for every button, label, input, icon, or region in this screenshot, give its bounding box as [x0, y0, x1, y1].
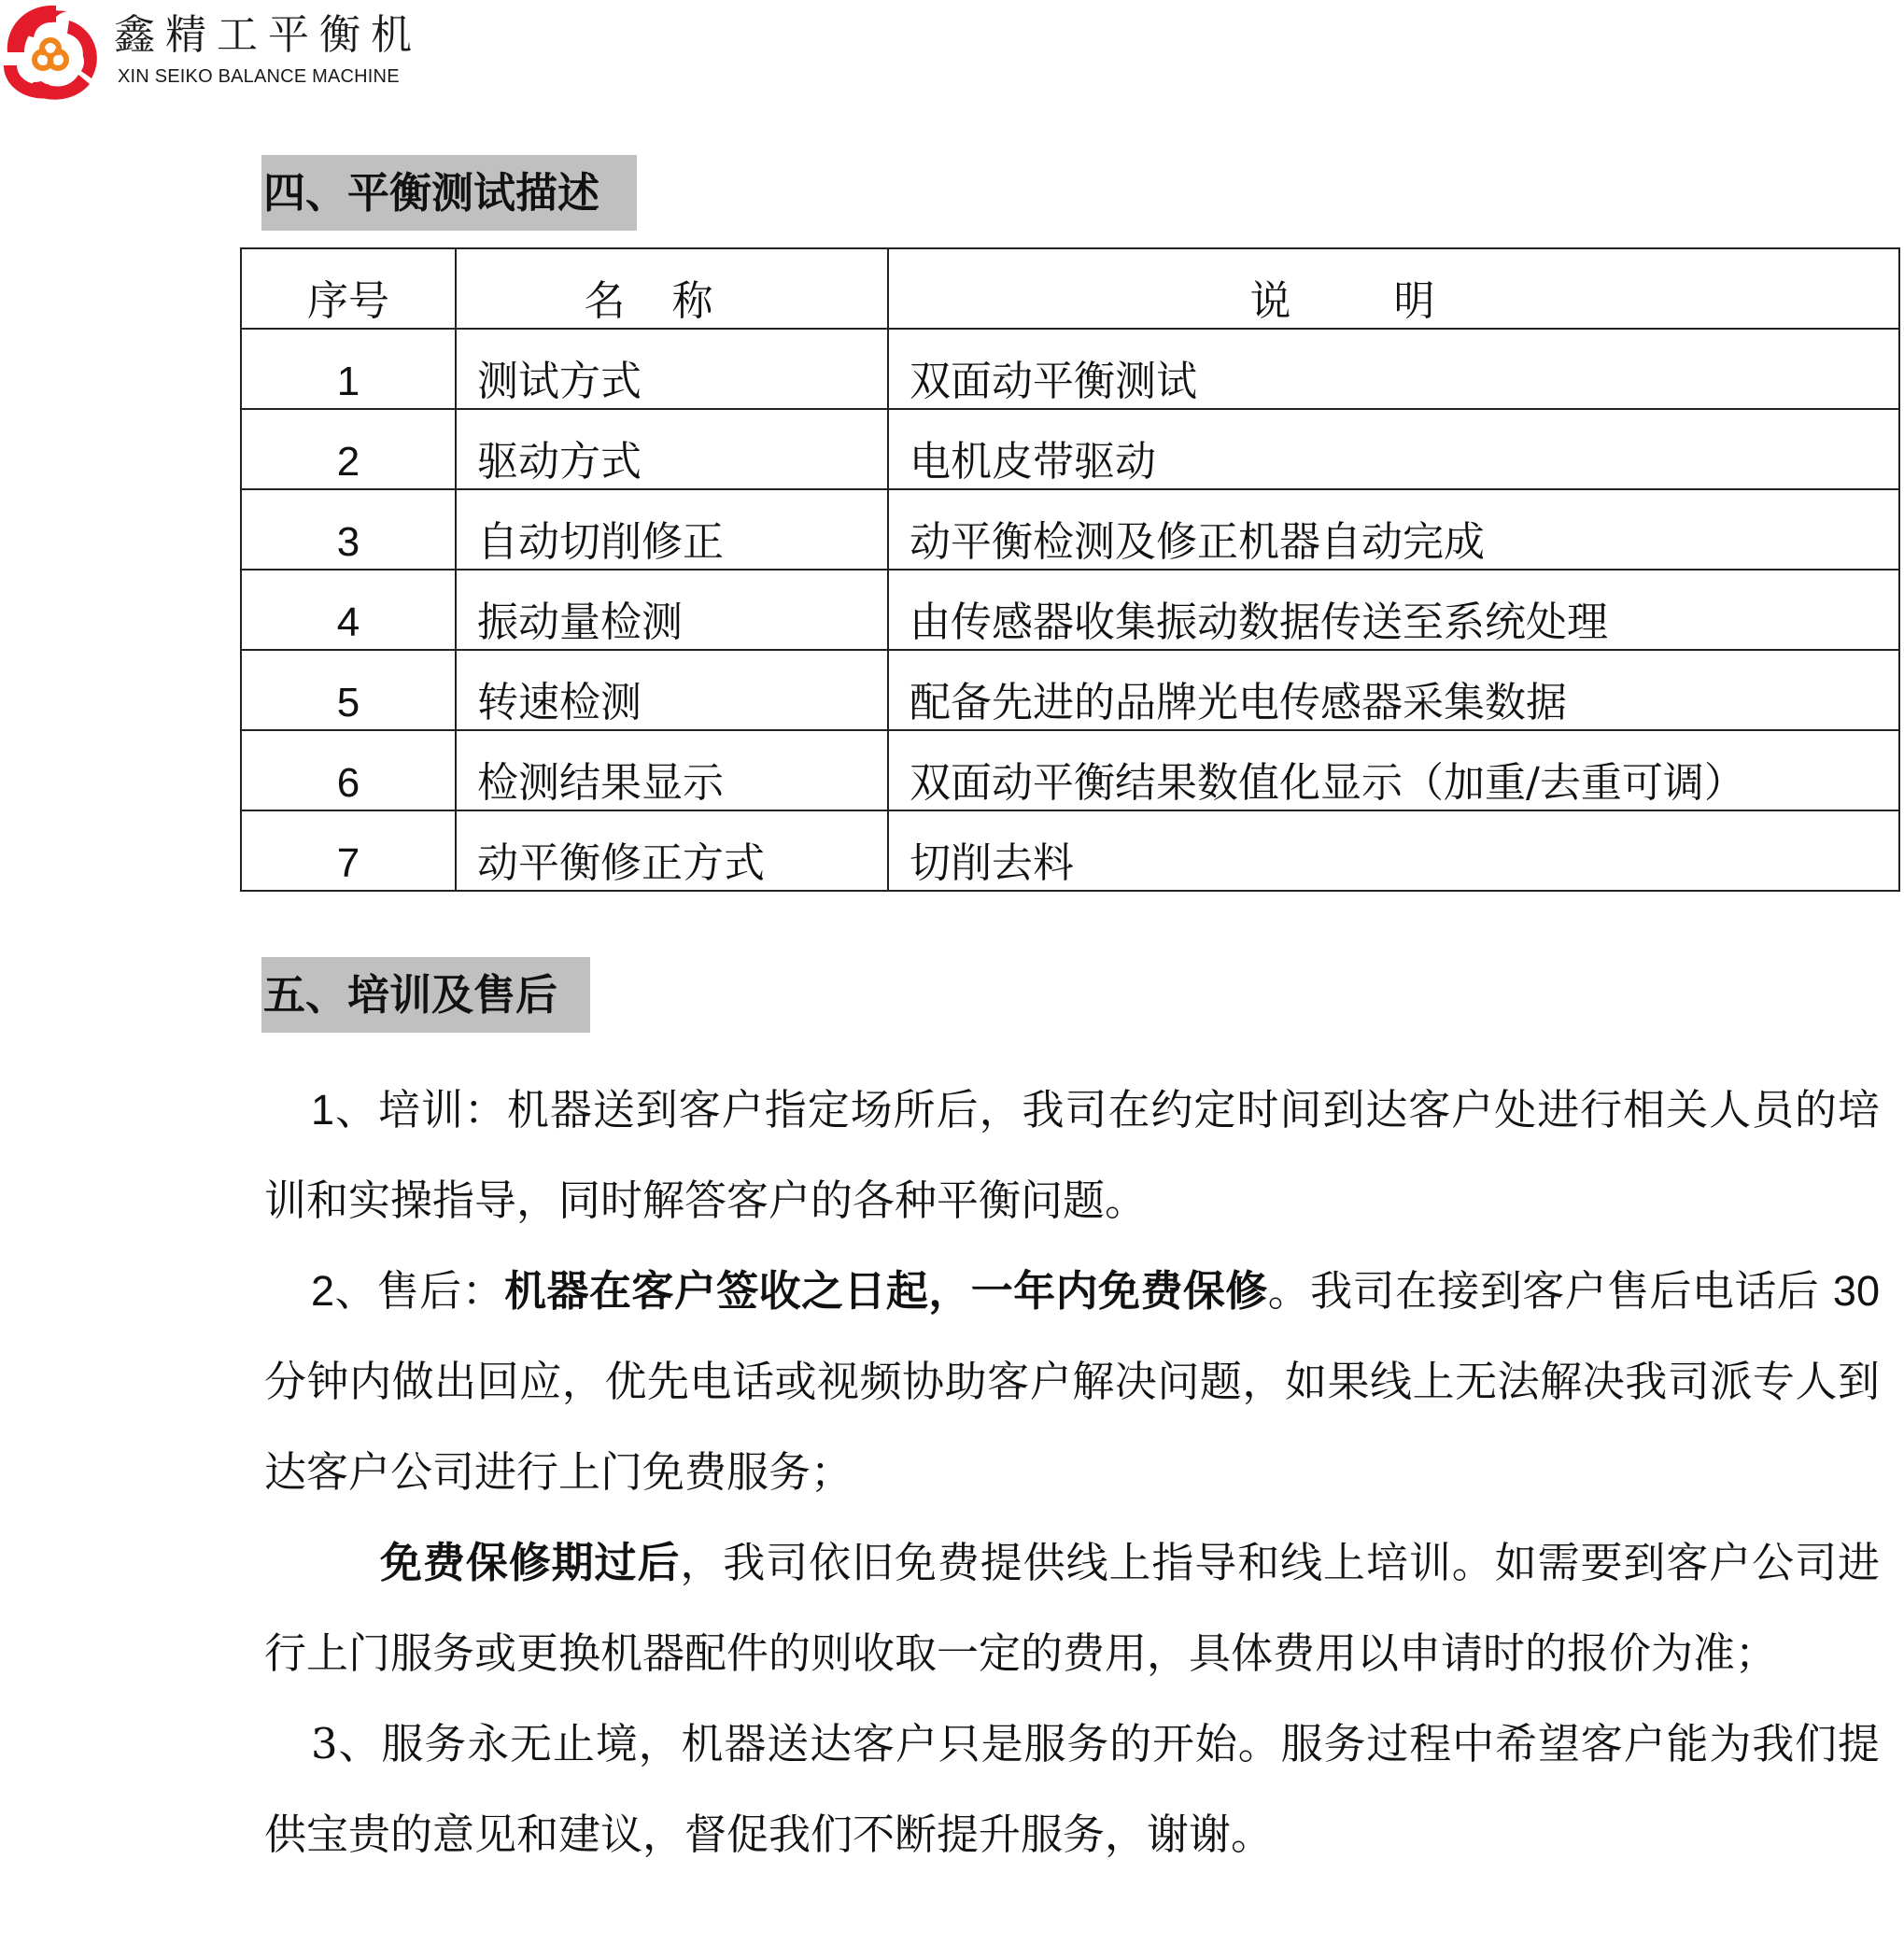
row-desc: 动平衡检测及修正机器自动完成: [888, 489, 1899, 570]
row-no: 6: [241, 730, 456, 810]
row-desc: 电机皮带驱动: [888, 409, 1899, 489]
table-row: [241, 730, 1899, 810]
table-row: [241, 650, 1899, 730]
row-no: 7: [241, 810, 456, 891]
paragraph-training: [264, 1064, 1880, 1246]
row-desc: 由传感器收集振动数据传送至系统处理: [888, 570, 1899, 650]
aftersales-label: 售后：: [376, 1266, 505, 1316]
response-minutes: 30: [1832, 1267, 1880, 1315]
paragraph-service: 3、服务永无止境，机器送达客户只是服务的开始。服务过程中希望客户能为我们提供宝贵的意见和建议，督促我们不断提升服务，谢谢。: [264, 1719, 1880, 1859]
aftersales-text-2: 分钟内做出回应，优先电话或视频协助客户解决问题，如果线上无法解决我司派专人到达客户公司进行上门免费服务；: [264, 1357, 1880, 1497]
row-desc: 切削去料: [888, 810, 1899, 891]
warranty-bold-text: 机器在客户签收之日起，一年内免费保修: [504, 1266, 1268, 1316]
brand-name-en: XIN SEIKO BALANCE MACHINE: [118, 66, 400, 87]
training-aftersales-body: [264, 1064, 1880, 1880]
table-header-row: [241, 248, 1899, 329]
row-name: 测试方式: [456, 329, 888, 409]
row-no: 2: [241, 409, 456, 489]
row-name: 自动切削修正: [456, 489, 888, 570]
table-row: [241, 570, 1899, 650]
brand-name-cn: 鑫精工平衡机: [114, 11, 422, 59]
item-number: 1、: [311, 1086, 378, 1134]
row-name: 检测结果显示: [456, 730, 888, 810]
column-header-desc: 说明: [888, 248, 1899, 329]
table-row: [241, 329, 1899, 409]
post-warranty-text: ，我司依旧免费提供线上指导和线上培训。如需要到客户公司进行上门服务或更换机器配件的则收取一定的费用，具体费用以申请时的报价为准；: [264, 1538, 1880, 1678]
section-heading-training-aftersales: 五、培训及售后: [261, 957, 590, 1033]
row-no: 5: [241, 650, 456, 730]
row-no: 1: [241, 329, 456, 409]
post-warranty-bold-text: 免费保修期过后: [380, 1538, 681, 1587]
balance-test-table: [240, 247, 1900, 892]
row-desc: 双面动平衡结果数值化显示（加重/去重可调）: [888, 730, 1899, 810]
row-name: 动平衡修正方式: [456, 810, 888, 891]
column-header-no: 序号: [241, 248, 456, 329]
company-logo: [0, 0, 105, 105]
row-name: 驱动方式: [456, 409, 888, 489]
logo-icon: [0, 0, 105, 105]
row-no: 4: [241, 570, 456, 650]
row-desc: 双面动平衡测试: [888, 329, 1899, 409]
table-row: [241, 409, 1899, 489]
column-header-name: 名称: [456, 248, 888, 329]
row-desc: 配备先进的品牌光电传感器采集数据: [888, 650, 1899, 730]
paragraph-aftersales: [264, 1246, 1880, 1517]
table-row: [241, 489, 1899, 570]
section-heading-balance-test: 四、平衡测试描述: [261, 155, 637, 231]
item-number: 2、: [311, 1267, 377, 1315]
row-name: 振动量检测: [456, 570, 888, 650]
row-no: 3: [241, 489, 456, 570]
aftersales-text-1: 。我司在接到客户售后电话后: [1267, 1266, 1833, 1316]
table-row: [241, 810, 1899, 891]
row-name: 转速检测: [456, 650, 888, 730]
paragraph-post-warranty: [264, 1517, 1880, 1698]
training-text: 培训：机器送到客户指定场所后，我司在约定时间到达客户处进行相关人员的培训和实操指导，同时解答客户的各种平衡问题。: [264, 1085, 1880, 1225]
